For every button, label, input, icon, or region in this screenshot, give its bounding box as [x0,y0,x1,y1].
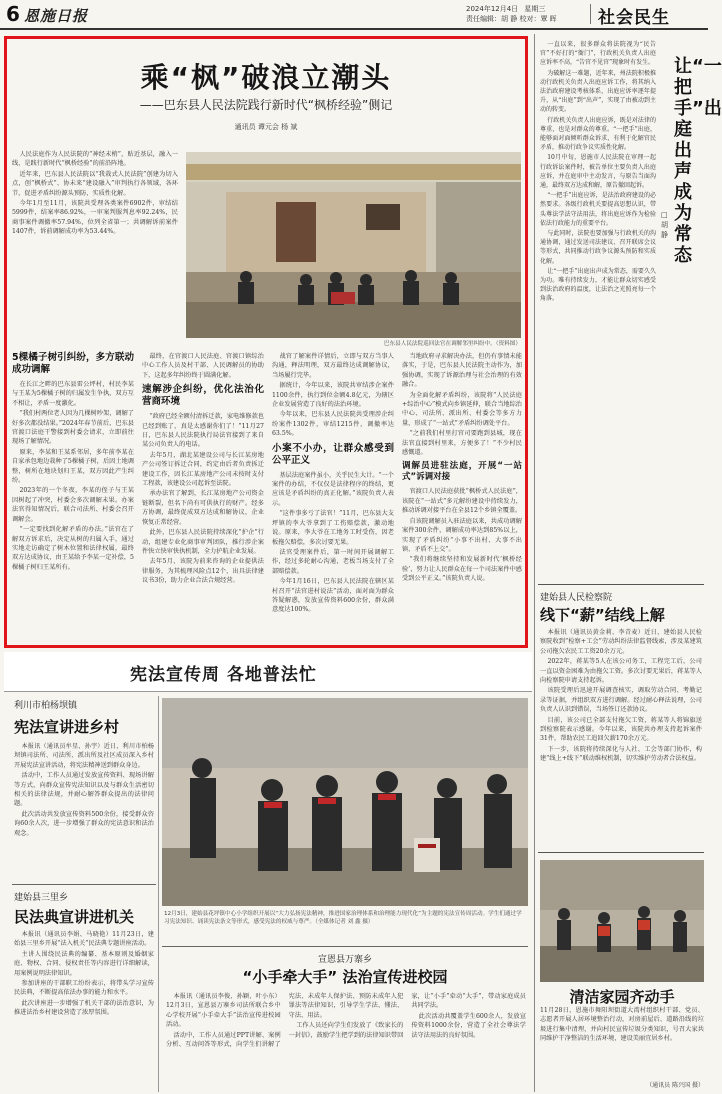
lead-column-4 [402,352,522,642]
story3-kicker: 宣恩县万寨乡 [317,955,372,965]
wage-para: 该院受理后迅速开展调查核实，调取劳动合同、考勤记录等证据，并组织双方进行调解。经过耐心释法说理，公司负责人认识到错误，当场签订还款协议。 [540,687,702,714]
story-para: 参加讲座的干部职工纷纷表示，将带头学习宣传民法典，不断提高依法办事的能力和水平。 [14,980,154,997]
body-para: 去年5月，湖北某建设公司与长江某房地产公司签订拆迁合同，约定由后者负责拆迁建设工作，因长江某房地产公司未按时支付工程款，该建设公司起诉至法院。 [142,451,264,488]
cleaning-credit: （通讯员 陈兴国 摄） [646,1082,704,1089]
lead-intro-para: 人民法庭作为人民法院的“神经末梢”，贴近基层，融入一线，是践行新时代“枫桥经验”的前沿阵地。 [12,151,178,168]
story3-rule [162,946,528,947]
column-divider [534,34,535,1092]
lead-column-3 [272,352,394,642]
commentary-text [540,40,656,580]
body-para: 战官了解案件详情后，立即与双方当事人沟通，释法明理，双方最终达成调解协议，当场履行完毕。 [272,353,394,379]
page-number: 6 [6,2,20,26]
story2-title: 民法典宣讲进机关 [14,908,135,926]
lead-intro-para: 今年1月至11月，该院共受理各类案件6902件，审结结5999件，结案率86.92%，一审案判服判息率92.24%，民商事案件调撤率57.94%，位列全省第一；共调解诉前案件1407件，诉前调解成功率为53.44%。 [12,200,178,236]
commentary-para: 10月中旬，恩施市人民法院在审理一起行政诉讼案件时，被告单位主要负责人出庭应诉，并在庭审中主动发言，与原告当面沟通，最终双方达成和解，原告撤回起诉。 [540,154,656,190]
students-photo [162,698,528,906]
story1-kicker: 利川市柏杨坝镇 [14,701,78,711]
wage-para: 本报讯（通讯员黄金莉、李青麦）近日，建始县人民检察院收到“检察+工会”劳动纠纷法律监督线索，涉及某建筑公司拖欠农民工工资20余万元。 [540,629,702,655]
lead-photo [186,152,521,338]
commentary-para: 行政机关负责人出庭应诉，既是对法律的尊重，也是对群众的尊重。“一把手”出庭，能够面对面倾听群众诉求，有利于化解官民矛盾，推动行政争议实质性化解。 [540,116,656,152]
wage-title: 线下“薪”结线上解 [540,606,665,624]
paper-logo: 恩施日报 [24,7,89,25]
section-title: 社会民生 [598,8,670,28]
story-para: 主讲人围绕民法典的编纂、基本原则及婚姻家庭、物权、合同、侵权责任等内容进行详细解读，用案例说明法律知识。 [14,950,154,977]
story-para: 活动中，工作人员通过PPT讲解、案例分析、互动问答等形式，向学生们讲解了宪法、未成年人保护法、预防未成年人犯罪法等法律知识，引导学生学法、懂法、守法、用法。 [166,993,404,1049]
cleaning-caption: 11月28日，恩施市舞阳坝街道大湾村组织村干部、党员、志愿者开展人居环境整治行动，对房前屋后、道路沿线的垃圾进行集中清理，并向村民宣传垃圾分类知识，号召大家共同维护干净整洁的生活环境，建设美丽宜居乡村。 [540,1007,704,1043]
lead-intro-para: 近年来，巴东县人民法院以“我栽式人民法院”创建为切入点，创“枫桥式”、协未来“建设融入”审判执行各领域，各环节，促进矛盾纠纷源头预防，实质性化解。 [12,170,178,197]
story1-text [14,742,154,878]
section-heading: 小案不小办，让群众感受到公平正义 [272,442,394,466]
village-cleanup-image [540,860,704,982]
body-para: 2023年的一个冬夜，李某的侄子与王某因树起了冲突，村委会多次调解未果。办案法官得知情况后，联合司法所、村委会召开调解会。 [12,487,134,523]
cleaning-title: 清洁家园齐动手 [569,988,675,1006]
story2-kicker: 建始县三里乡 [14,893,69,903]
commentary-para: 为破解这一难题，近年来，州法院积极推动行政机关负责人出庭应诉工作，将其纳入法治政府建设考核体系，出庭应诉率逐年提升，从“出庭”到“出声”，实现了由被动到主动的转变。 [540,69,656,114]
story-para: 本报讯（通讯员李娟、马晓艳）11月23日，建始县三里乡开展“法入机关”民法典专题讲座活动。 [14,931,154,948]
issue-date [466,4,545,14]
body-para: 去年5月，该院为前来咨询的企业提供法律服务，为其梳理风险点12个，出具法律建议书3份，助力企业合法合规经营。 [142,558,264,585]
body-para: 在长江之畔的巴东县雷公坪村，村民李某与王某为5棵橘子树的归属发生争执，双方互不相让，矛盾一度激化。 [12,381,134,407]
body-para: 承办法官了解到，长江某房地产公司资金链断裂，但名下尚有可供执行的财产。经多方协调，最终促成双方达成和解协议，企业恢复正常经营。 [142,490,264,526]
lead-intro [12,150,178,340]
wage-para: 目前，该公司已全部支付拖欠工资，蒋某等人将锦旗送到检察院表示感谢。今年以来，该院共办理支持起诉案件31件，帮助农民工追回欠薪170余万元。 [540,716,702,743]
wage-para: 下一步，该院将持续深化与人社、工会等部门协作，构建“线上+线下”联动维权机制，切实维护劳动者合法权益。 [540,745,702,763]
wage-para: 2022年，蒋某等5人在该公司务工，工程完工后，公司一直以资金困难为由拖欠工资。多次讨要无果后，蒋某等人向检察院申请支持起诉。 [540,658,702,685]
story-para: 本报讯（通讯员牟星、孙宇）近日，利川市柏杨坝镇司法所、司法所、派出所及社区成员深入乡村开展宪法宣讲活动，将宪法精神送到群众身边。 [14,743,154,769]
body-para: 法官受理案件后，第一时间开展调解工作，经过多轮耐心沟通，老板当场支付了全部赔偿款。 [272,548,394,575]
story3-text [166,992,526,1090]
masthead [0,0,708,30]
story-para: 本报讯（通讯员李俊、孙颖、叶小东）12月3日，宣恩县万寨乡司法所联合乡中心学校开展“小手牵大手”法治宣传进校园活动。 [166,993,281,1029]
cleaning-photo [540,860,704,982]
wage-text [540,628,702,846]
students-constitution-image [162,698,528,906]
students-photo-caption: 12月3日，建始县花坪镇中心小学组织开展以“大力弘扬宪法精神，推进国家治理体系和治理能力现代化”为主题的宪法宣传周活动。学生们通过学习宪法知识、诵读宪法条文等形式，感受宪法的权威与尊严。（全媒体记者 刘 鑫 摄） [164,911,522,925]
story2-rule [12,884,156,885]
lead-title: 乘“枫”破浪立潮头 [140,61,392,94]
section-divider [590,4,591,24]
lead-column-2 [142,352,264,642]
body-para: 今年1月16日，巴东县人民法院在辖区某村召开“法官进村说法”活动，面对面为群众答疑解惑，发放宣传资料600余份，群众满意度达100%。 [272,578,394,614]
body-para: 官渡口人民法庭获批“枫桥式人民法庭”，该院在“一站式”多元解纷建设中持续发力，推动诉调对接平台在全县12个乡镇全覆盖。 [402,488,522,515]
commentary-para: 与此同时，法院也要加强与行政机关的沟通协调，通过发送司法建议、召开联席会议等形式，共同推动行政争议源头预防和实质化解。 [540,230,656,265]
commentary-para: 让“一把手”出庭出声成为常态，需要久久为功。唯有持续发力，才能让群众切实感受到法治政府的温度，让法治之光照亮每一个角落。 [540,267,656,303]
body-para: 最终，在官渡口人民法庭、官渡口镇综治中心工作人员及村干部、人民调解员的协助下，这起多年纠纷终于圆满化解。 [142,353,264,379]
masthead-rule [0,28,708,30]
story-para: 工作人员还向学生们发放了《致家长的一封信》，鼓励学生把学到的法律知识带回家，让“小手”牵动“大手”，带动家庭成员共同学法。 [288,993,526,1039]
body-para: 自该院调解员入驻法庭以来，共成功调解案件300余件，调解成功率达到85%以上，实现了矛盾纠纷“小事不出村、大事不出镇、矛盾不上交”。 [402,517,522,553]
editor-credits: 责任编辑：胡 静 校对：覃 晖 [466,15,557,23]
wage-rule [538,584,704,585]
body-para: “一定要找到化解矛盾的办法。”法官在了解双方诉求后，决定从树的归属入手，通过实地走访确定了树木位置和法律权属，最终双方达成协议，由王某给予李某一定补偿，5棵橘子树归王某所有。 [12,526,134,571]
story2-text [14,930,154,1090]
commentary-para: “一把手”出庭应诉，是法治政府建设的必然要求。各级行政机关要提高思想认识，带头尊法学法守法用法，将出庭应诉作为检验依法行政能力的重要平台。 [540,192,656,227]
body-para: “政府已经全额付清拆迁款，家电维修款也已经到账了，真是太感谢你们了！”11月27日，巴东县人民法院执行局法官接到了来自某公司负责人的电话。 [142,413,264,449]
commentary-author: □ 胡 静 [661,211,668,239]
cleaning-rule [538,852,704,853]
body-para: 今年以来，巴东县人民法院共受理涉企纠纷案件1302件，审结1215件，调撤率达63.5%。 [272,411,394,438]
story3-title: “小手牵大手” 法治宣传进校园 [242,968,448,986]
story-para: 此次活动共覆盖学生600余人，发放宣传资料1000余份，营造了全社会尊法学法守法用法的良好氛围。 [411,1012,526,1039]
section-heading: 速解涉企纠纷，优化法治化营商环境 [142,384,264,408]
story-para: 此次活动共发放宣传资料500余份，接受群众咨询60余人次，进一步增强了群众的宪法意识和法治观念。 [14,810,154,837]
section-heading: 5棵橘子树引纠纷，多方联动成功调解 [12,352,134,375]
date-text: 2024年12月4日 [466,5,519,13]
lead-byline: 通讯员 谭元会 杨 斌 [234,123,298,131]
lead-subtitle: ——巴东县人民法院践行新时代“枫桥经验”侧记 [139,98,393,112]
body-para: 此外，巴东县人民法院持续深化“护企”行动，组建专业化商事审判团队，推行涉企案件快立快审快执机制，全力护航企业发展。 [142,529,264,555]
body-para: 据统计，今年以来，该院共审结涉企案件1100余件，执行到位金额4.8亿元，为辖区企业发展营造了良好的法治环境。 [272,382,394,409]
body-para: “这件事多亏了法官！”11月，巴东县大支坪镇的李大爷拿到了工伤赔偿款，激动地说。原来，李大爷在工地务工时受伤，因老板拖欠赔偿，多次讨要无果。 [272,510,394,546]
commentary-title: 让“一把手”出庭出声成为常态 [674,56,722,266]
section-heading: 调解员进驻法庭，开展“一站式”诉调对接 [402,461,522,483]
body-para: “我们村两位老人因为几棵树吵架，调解了好多次都没结果。”2024年春节前后，巴东县官渡口法庭干警接到村委会请求，立即前往现场了解情况。 [12,410,134,446]
courtyard-mediation-image [186,152,521,338]
body-para: 为全面化解矛盾纠纷，该院将“人民法庭+综治中心”模式向乡镇延伸，联合当地综治中心、司法所、派出所、村委会等多方力量，形成了“一站式”矛盾纠纷调处平台。 [402,391,522,427]
story1-title: 宪法宣讲进乡村 [14,718,120,736]
body-para: 当地政府寻求解决办法，但仍有事情未能落实，于是，巴东县人民法院主动作为，加强协调，实现了诉源治理与社会治理的有效融合。 [402,353,522,389]
body-para: “之前我们村里打官司要跑到县城，现在法官直接到村里来，方便多了！”不少村民感慨道。 [402,430,522,457]
body-para: 基层法庭案件虽小，关乎民生大计。“一个案件的办结，不仅仅是法律程序的终结，更应该是矛盾纠纷的真正化解。”该院负责人表示。 [272,471,394,507]
commentary-para: 一直以来，很多群众将法院视为“民告官”不好打的“衙门”，行政机关负责人出庭应诉率不高，“告官不见官”现象时有发生。 [540,41,656,67]
constitution-banner: 宪法宣传周 各地普法忙 [130,665,317,685]
lead-column-1 [12,352,134,642]
body-para: “我们将继续坚持和发展新时代‘枫桥经验’，努力让人民群众在每一个司法案件中感受到公平正义。”该院负责人说。 [402,556,522,583]
wage-kicker: 建始县人民检察院 [540,593,613,603]
story-para: 此次讲座进一步增强了机关干部的法治意识，为推进法治乡村建设营造了浓厚氛围。 [14,999,154,1017]
weekday-text: 星期三 [524,5,546,13]
column-divider [158,696,159,1092]
body-para: 原来，李某和王某系邻居，多年前李某在自家承包地边栽种了5棵橘子树，后因土地调整，树所在地块划归王某，双方因此产生纠纷。 [12,448,134,485]
story-para: 活动中，工作人员通过发放宣传资料、现场讲解等方式，向群众宣传宪法知识以及与群众生活密切相关的法律法规，并耐心解答群众提出的法律问题。 [14,772,154,808]
lead-photo-caption: 巴东县人民法院巡回法官在调解邻里纠纷中。（资料图） [383,341,521,347]
